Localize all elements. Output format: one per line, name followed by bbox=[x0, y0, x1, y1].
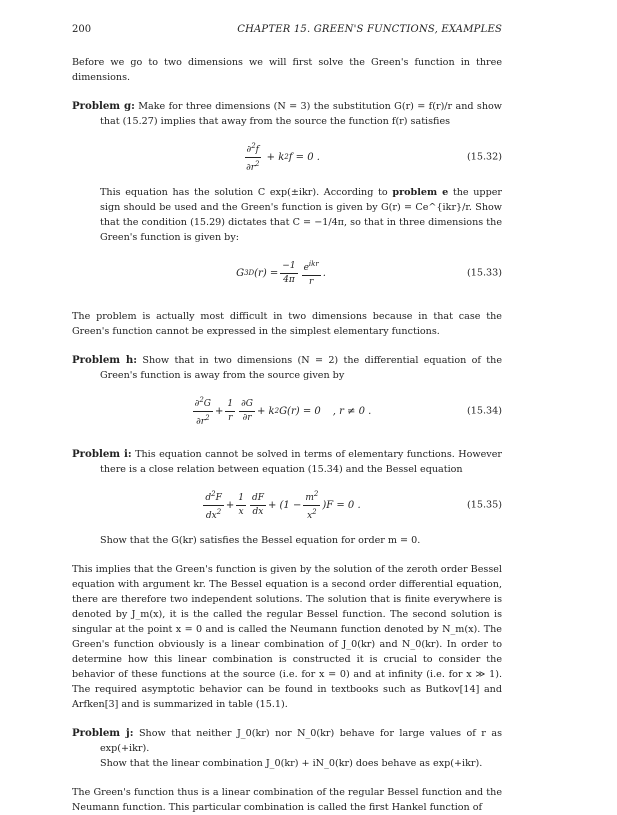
problem-g bbox=[72, 99, 502, 295]
problem-h-statement bbox=[72, 353, 502, 383]
problem-j-statement bbox=[72, 726, 503, 756]
equation-15-34: $\frac{\partial^2G}{\partial r^2}$ + $\frac{1}{r}$ $\frac{\partial G}{\partial r}$ + k 2 G(r) = 0 , r ≠ 0 . (15.34) bbox=[194, 395, 502, 427]
equation-15-35: $\frac{d^2F}{dx^2}$ + $\frac{1}{x}$ $\frac{dF}{dx}$ + (1 − $\frac{m^2}{x^2}$ )F = 0 . (15.35) bbox=[205, 489, 502, 521]
problem-g-continuation: This equation has the solution C exp(±ikr). According to problem e the upper sign should be used and the Green's function is given by G(r) = Ce^{ikr}/r. Show that the condition (15.29) dictates that C = −1/4π, so that in three dimensions the Green's function is given by: bbox=[100, 187, 502, 243]
final-paragraph: The Green's function thus is a linear combination of the regular Bessel function and the Neumann function. This particular combination is called the first Hankel function of bbox=[72, 787, 502, 813]
equation-number: (15.32) bbox=[467, 151, 502, 163]
problem-g-label: Problem g: bbox=[72, 100, 135, 112]
equation-number: (15.35) bbox=[467, 499, 502, 511]
page bbox=[72, 22, 502, 815]
problem-g-statement bbox=[72, 99, 502, 129]
problem-j-line1: Show that neither J_0(kr) nor N_0(kr) behave for large values of r as exp(+ikr). bbox=[100, 728, 503, 754]
problem-i-continuation: Show that the G(kr) satisfies the Bessel equation for order m = 0. bbox=[100, 535, 421, 546]
bessel-paragraph: This implies that the Green's function is given by the solution of the zeroth order Bessel equation with argument kr. The Bessel equation is a second order differential equation, there are therefore two independent solutions. The solution that is finite everywhere is denoted by J_m(x), it is the called the regular Bessel function. The second solution is singular at the point x = 0 and is called the Neumann function denoted by N_m(x). The Green's function obviously is a linear combination of J_0(kr) and N_0(kr). In order to determine how this linear combination is constructed it is crucial to consider the behavior of these functions at the source (i.e. for x = 0) and at infinity (i.e. for x ≫ 1). The required asymptotic behavior can be found in textbooks such as Butkov[14] and Arfken[3] and is summarized in table (15.1). bbox=[72, 564, 502, 710]
problem-i-statement bbox=[72, 447, 502, 477]
problem-g-text: Make for three dimensions (N = 3) the substitution G(r) = f(r)/r and show that (15.27) implies that away from the source the function f(r) satisfies bbox=[100, 101, 502, 127]
problem-h-text: Show that in two dimensions (N = 2) the differential equation of the Green's function is away from the source given by bbox=[100, 355, 502, 381]
equation-number: (15.33) bbox=[467, 267, 502, 279]
chapter-title: CHAPTER 15. GREEN'S FUNCTIONS, EXAMPLES bbox=[237, 24, 502, 35]
page-number: 200 bbox=[72, 24, 92, 35]
problem-h-label: Problem h: bbox=[72, 354, 138, 366]
problem-h bbox=[72, 353, 502, 433]
intro-paragraph: Before we go to two dimensions we will first solve the Green's function in three dimensions. bbox=[72, 57, 502, 83]
problem-i-text: This equation cannot be solved in terms of elementary functions. However there is a close relation between equation (15.34) and the Bessel equation bbox=[100, 449, 502, 475]
problem-j-label: Problem j: bbox=[72, 727, 134, 739]
problem-j bbox=[72, 726, 502, 771]
problem-reference: problem e bbox=[392, 187, 449, 198]
equation-15-32: $\frac{\partial^2f}{\partial r^2}$ + k 2 f = 0 . (15.32) bbox=[246, 141, 502, 173]
equation-15-33: G 3D (r) = $\frac{-1}{4\pi}$ $\frac{e^{ikr}}{r}$ . (15.33) bbox=[236, 259, 502, 287]
page-header bbox=[72, 22, 502, 37]
problem-i bbox=[72, 447, 502, 548]
equation-number: (15.34) bbox=[467, 405, 502, 417]
problem-i-label: Problem i: bbox=[72, 448, 132, 460]
two-dimensions-paragraph: The problem is actually most difficult in two dimensions because in that case the Green's function cannot be expressed in the simplest elementary functions. bbox=[72, 311, 502, 337]
problem-j-line2: Show that the linear combination J_0(kr) + iN_0(kr) does behave as exp(+ikr). bbox=[100, 758, 483, 769]
